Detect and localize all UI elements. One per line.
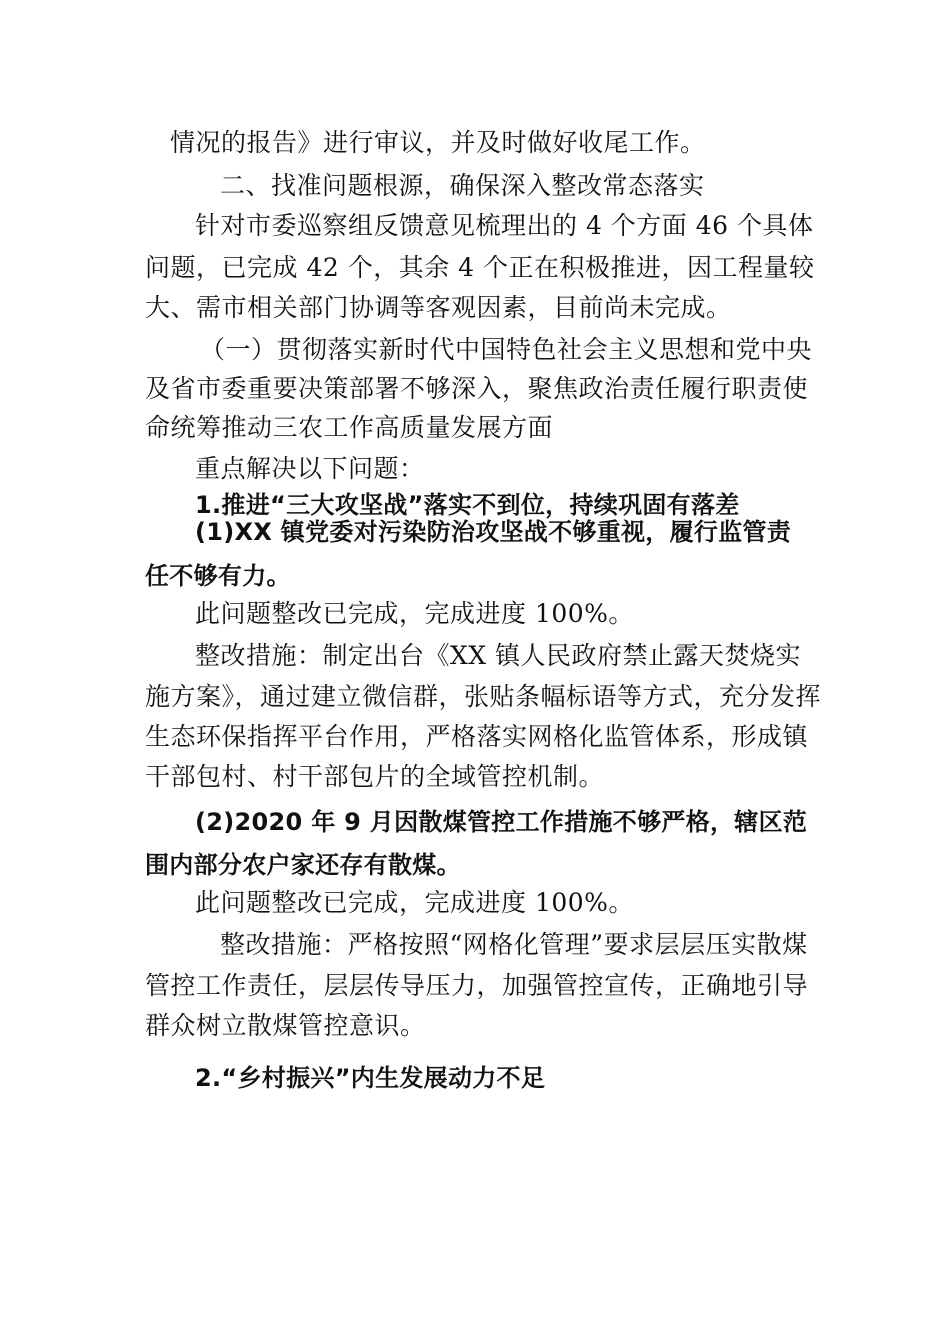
paragraph-line: 问题，已完成 42 个，其余 4 个正在积极推进，因工程量较 <box>145 253 815 282</box>
paragraph-line: 针对市委巡察组反馈意见梳理出的 4 个方面 46 个具体 <box>195 211 814 240</box>
paragraph-line: 重点解决以下问题： <box>195 454 425 483</box>
section-heading: 二、找准问题根源，确保深入整改常态落实 <box>220 171 705 200</box>
issue-heading: 1.推进“三大攻坚战”落实不到位，持续巩固有落差 <box>195 491 740 519</box>
measure-line: 干部包村、村干部包片的全域管控机制。 <box>145 762 605 791</box>
issue-subheading: 任不够有力。 <box>145 562 291 590</box>
subsection-heading: 及省市委重要决策部署不够深入，聚焦政治责任履行职责使 <box>145 374 809 403</box>
status-line: 此问题整改已完成，完成进度 100%。 <box>195 888 634 917</box>
issue-subheading: (1)XX 镇党委对污染防治攻坚战不够重视，履行监管责 <box>195 518 792 546</box>
issue-subheading: (2)2020 年 9 月因散煤管控工作措施不够严格，辖区范 <box>195 808 808 836</box>
measure-line: 整改措施：严格按照“网格化管理”要求层层压实散煤 <box>220 930 808 959</box>
subsection-heading: 命统筹推动三农工作高质量发展方面 <box>145 413 554 442</box>
subsection-heading: （一）贯彻落实新时代中国特色社会主义思想和党中央 <box>200 335 813 364</box>
measure-line: 生态环保指挥平台作用，严格落实网格化监管体系，形成镇 <box>145 722 809 751</box>
measure-line: 整改措施：制定出台《XX 镇人民政府禁止露天焚烧实 <box>195 641 802 670</box>
paragraph-line: 大、需市相关部门协调等客观因素，目前尚未完成。 <box>145 293 732 322</box>
issue-heading: 2.“乡村振兴”内生发展动力不足 <box>195 1064 546 1092</box>
measure-line: 管控工作责任，层层传导压力，加强管控宣传，正确地引导 <box>145 971 809 1000</box>
status-line: 此问题整改已完成，完成进度 100%。 <box>195 599 634 628</box>
measure-line: 群众树立散煤管控意识。 <box>145 1011 426 1040</box>
measure-line: 施方案》，通过建立微信群，张贴条幅标语等方式，充分发挥 <box>145 682 822 711</box>
paragraph-line: 情况的报告》进行审议，并及时做好收尾工作。 <box>170 128 706 157</box>
issue-subheading: 围内部分农户家还存有散煤。 <box>145 851 461 879</box>
